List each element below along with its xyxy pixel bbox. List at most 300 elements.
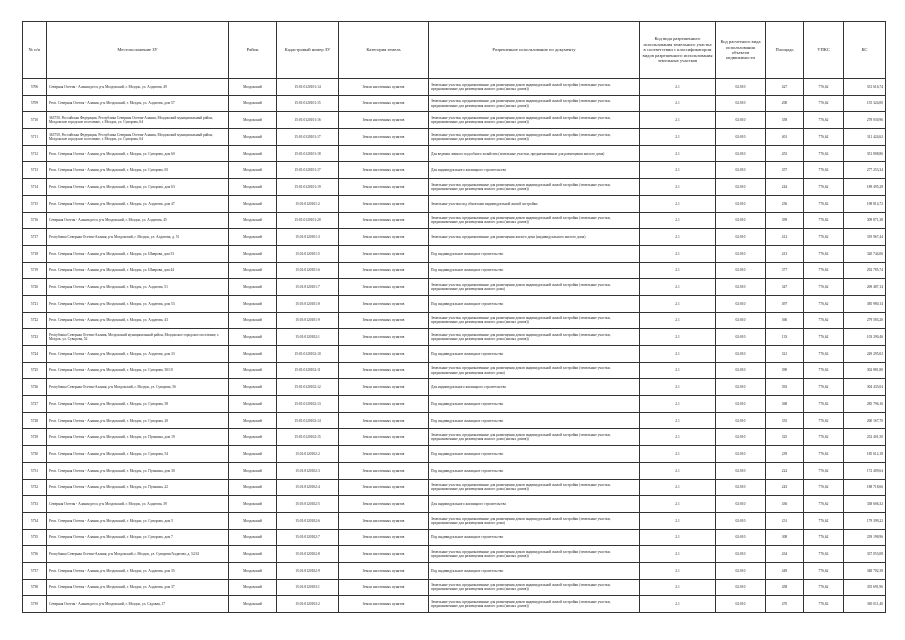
table-row: [23, 262, 886, 279]
cell-ks: 155 324,00: [844, 95, 886, 112]
col-header-ks: КС: [844, 22, 886, 79]
cell-district: Моздокский: [229, 529, 277, 546]
cell-cadastral-number: 15:01:0120103:1: [277, 579, 339, 596]
cell-calc-code: 02:010: [716, 295, 766, 312]
cell-cadastral-number: 15:01:0120101:2: [277, 195, 339, 212]
cell-number: 5712: [23, 145, 47, 162]
parcel-table: [22, 21, 886, 613]
table-row: [23, 295, 886, 312]
cell-district: Моздокский: [229, 412, 277, 429]
cell-number: 5713: [23, 162, 47, 179]
cell-land-category: Земли населенных пунктов: [339, 379, 429, 396]
cell-area: 357: [766, 162, 804, 179]
cell-location: Респ. Северная Осетия - Алания, р-н Моздокский, г. Моздок, ул. Суворова, 58: [47, 396, 229, 413]
cell-number: 5725: [23, 362, 47, 379]
cell-ks: 239 198,96: [844, 529, 886, 546]
cell-use-code: 2.1: [640, 379, 716, 396]
table-row: [23, 562, 886, 579]
cell-number: 5734: [23, 512, 47, 529]
cell-upks: 776,62: [804, 312, 844, 329]
table-row: [23, 212, 886, 229]
table-row: [23, 179, 886, 196]
cell-district: Моздокский: [229, 546, 277, 563]
cell-location: Респ. Северная Осетия - Алания, р-н Моздокский, г. Моздок, ул. Алдатова, дом 53: [47, 295, 229, 312]
cell-land-category: Земли населенных пунктов: [339, 145, 429, 162]
cell-use-code: 2.1: [640, 295, 716, 312]
cell-district: Моздокский: [229, 179, 277, 196]
cell-calc-code: 02:010: [716, 546, 766, 563]
cell-area: 360: [766, 312, 804, 329]
col-header-calc-code: Код расчетного вида использования объектов недвижимости: [716, 22, 766, 79]
table-header-row: [23, 22, 886, 79]
cell-use-code: 2.1: [640, 446, 716, 463]
cell-number: 5737: [23, 562, 47, 579]
cell-area: 133: [766, 329, 804, 346]
cell-cadastral-number: 15:01:0120101:17: [277, 129, 339, 146]
cell-land-category: Земли населенных пунктов: [339, 496, 429, 513]
cell-number: 5728: [23, 412, 47, 429]
cell-upks: 776,62: [804, 145, 844, 162]
cell-upks: 776,62: [804, 362, 844, 379]
cell-district: Моздокский: [229, 362, 277, 379]
cell-cadastral-number: 15:01:0120101:9: [277, 312, 339, 329]
cell-area: 390: [766, 362, 804, 379]
cell-upks: 776,62: [804, 346, 844, 363]
cell-district: Моздокский: [229, 312, 277, 329]
cell-permitted-use: Для индивидуального жилищного строительства: [429, 379, 640, 396]
cell-location: Респ. Северная Осетия - Алания, р-н Моздокский, г. Моздок, ул. Алдатова, дом 37: [47, 579, 229, 596]
cell-location: Респ. Северная Осетия - Алания, р-н Моздокский, г. Моздок, ул. Алдатова, 43: [47, 312, 229, 329]
cell-calc-code: 02:010: [716, 212, 766, 229]
cell-permitted-use: Под индивидуальное жилищное строительство: [429, 412, 640, 429]
cell-cadastral-number: 15:01:0120101:18: [277, 145, 339, 162]
cell-location: Северная Осетия - Алания респ, р-н Моздокский, г. Моздок, ул. Алдатова, 49: [47, 79, 229, 96]
table-row: [23, 462, 886, 479]
cell-permitted-use: Земельные участки, предназначенные для размещения домов индивидуальной жилой застройки (земельные участки, предназначенные для размещения жилого дома (жилых домов)): [429, 129, 640, 146]
cell-upks: 776,62: [804, 295, 844, 312]
cell-upks: 776,62: [804, 279, 844, 296]
cell-calc-code: 02:010: [716, 95, 766, 112]
cell-ks: 252 401,50: [844, 429, 886, 446]
cell-land-category: Земли населенных пунктов: [339, 412, 429, 429]
cell-upks: 776,62: [804, 412, 844, 429]
cell-ks: 302 881,80: [844, 362, 886, 379]
col-header-cadastral-number: Кадастровый номер ЗУ: [277, 22, 339, 79]
table-row: [23, 129, 886, 146]
cell-cadastral-number: 15:01:0120102:2: [277, 446, 339, 463]
cell-use-code: 2.1: [640, 145, 716, 162]
cell-use-code: 2.1: [640, 95, 716, 112]
cell-area: 222: [766, 462, 804, 479]
cell-location: Респ. Северная Осетия - Алания, р-н Моздокский, г. Моздок, ул. Суворова, 50/10: [47, 362, 229, 379]
cell-use-code: 2.1: [640, 546, 716, 563]
table-row: [23, 446, 886, 463]
cell-upks: 776,62: [804, 245, 844, 262]
cell-number: 5716: [23, 212, 47, 229]
cell-permitted-use: Для индивидуального жилищного строительства: [429, 162, 640, 179]
cell-calc-code: 02:010: [716, 362, 766, 379]
cell-area: 458: [766, 579, 804, 596]
cell-location: Респ. Северная Осетия - Алания, р-н Моздокский, г. Моздок, ул. Алдатова, дом 47: [47, 195, 229, 212]
cell-cadastral-number: 15:01:0120101:20: [277, 212, 339, 229]
cell-number: 5717: [23, 229, 47, 246]
cell-number: 5729: [23, 429, 47, 446]
cell-district: Моздокский: [229, 479, 277, 496]
cell-land-category: Земли населенных пунктов: [339, 529, 429, 546]
cell-land-category: Земли населенных пунктов: [339, 546, 429, 563]
cell-number: 5706: [23, 79, 47, 96]
cell-district: Моздокский: [229, 446, 277, 463]
cell-ks: 285 796,16: [844, 396, 886, 413]
cell-land-category: Земли населенных пунктов: [339, 245, 429, 262]
table-row: [23, 145, 886, 162]
cell-upks: 776,62: [804, 179, 844, 196]
cell-upks: 776,62: [804, 379, 844, 396]
table-row: [23, 512, 886, 529]
cell-use-code: 2.1: [640, 129, 716, 146]
cell-ks: 338 606,32: [844, 496, 886, 513]
cell-area: 231: [766, 512, 804, 529]
cell-cadastral-number: 15:01:0120102:3: [277, 462, 339, 479]
cell-area: 427: [766, 79, 804, 96]
cell-permitted-use: Под индивидуальное жилищное строительство: [429, 462, 640, 479]
cell-land-category: Земли населенных пунктов: [339, 329, 429, 346]
cell-area: 413: [766, 245, 804, 262]
cell-number: 5711: [23, 129, 47, 146]
cell-use-code: 2.1: [640, 362, 716, 379]
cell-ks: 185 612,18: [844, 446, 886, 463]
cell-number: 5727: [23, 396, 47, 413]
col-header-permitted-use: Разрешенное использование по документу: [429, 22, 640, 79]
cell-upks: 776,62: [804, 529, 844, 546]
cell-area: 470: [766, 596, 804, 613]
cell-district: Моздокский: [229, 245, 277, 262]
cell-upks: 776,62: [804, 496, 844, 513]
cell-ks: 365 011,40: [844, 596, 886, 613]
cell-use-code: 2.1: [640, 579, 716, 596]
cell-land-category: Земли населенных пунктов: [339, 279, 429, 296]
cell-permitted-use: Земельные участки, предназначенные для размещения домов индивидуальной жилой застройки (земельные участки, предназначенные для размещения жилого дома (жилых домов)): [429, 546, 640, 563]
cell-upks: 776,62: [804, 195, 844, 212]
table-row: [23, 362, 886, 379]
cell-district: Моздокский: [229, 462, 277, 479]
cell-land-category: Земли населенных пунктов: [339, 212, 429, 229]
cell-cadastral-number: 15:01:0120101:8: [277, 295, 339, 312]
table-row: [23, 245, 886, 262]
cell-cadastral-number: 15:01:0120102:15: [277, 429, 339, 446]
cell-permitted-use: Под индивидуальное жилищное строительство: [429, 529, 640, 546]
cell-land-category: Земли населенных пунктов: [339, 229, 429, 246]
cell-district: Моздокский: [229, 496, 277, 513]
cell-area: 256: [766, 195, 804, 212]
cell-cadastral-number: 15:01:0120101:16: [277, 112, 339, 129]
cell-ks: 355 691,96: [844, 579, 886, 596]
cell-area: 401: [766, 129, 804, 146]
cell-area: 497: [766, 295, 804, 312]
cell-district: Моздокский: [229, 112, 277, 129]
cell-ks: 309 871,38: [844, 212, 886, 229]
cell-upks: 776,62: [804, 512, 844, 529]
cell-area: 239: [766, 446, 804, 463]
cell-ks: 385 980,14: [844, 295, 886, 312]
cell-calc-code: 02:010: [716, 145, 766, 162]
cell-calc-code: 02:010: [716, 79, 766, 96]
cell-number: 5735: [23, 529, 47, 546]
cell-cadastral-number: 15:01:0120102:14: [277, 412, 339, 429]
cell-cadastral-number: 15:01:0120101:14: [277, 79, 339, 96]
cell-number: 5719: [23, 262, 47, 279]
cell-permitted-use: Земельные участки, предназначенные для размещения домов индивидуальной жилой застройки (земельные участки, предназначенные для размещения жилого дома): [429, 512, 640, 529]
cell-permitted-use: Земельные участки под объектами индивидуальной жилой застройки: [429, 195, 640, 212]
cell-number: 5724: [23, 346, 47, 363]
cell-calc-code: 02:010: [716, 195, 766, 212]
cell-ks: 292 785,74: [844, 262, 886, 279]
cell-upks: 776,62: [804, 95, 844, 112]
cell-location: Респ. Северная Осетия - Алания, р-н Моздокский, г. Моздок, ул. Суворова, 65: [47, 162, 229, 179]
cell-ks: 337 053,08: [844, 546, 886, 563]
cell-area: 434: [766, 546, 804, 563]
cell-upks: 776,62: [804, 396, 844, 413]
cell-location: Респ. Северная Осетия - Алания, р-н Моздокский, г. Моздок, ул. Суворова, дом 7: [47, 529, 229, 546]
cell-location: Респ. Северная Осетия - Алания, р-н Моздокский, г. Моздок, ул. Пушкина, 22: [47, 479, 229, 496]
cell-upks: 776,62: [804, 429, 844, 446]
cell-permitted-use: Земельные участки, предназначенные для размещения домов индивидуальной жилой застройки (земельные участки, предназначенные для размещения жилого дома (жилых домов)): [429, 112, 640, 129]
cell-district: Моздокский: [229, 279, 277, 296]
cell-cadastral-number: 15:01:0120102:9: [277, 562, 339, 579]
table-row: [23, 529, 886, 546]
cell-calc-code: 02:010: [716, 596, 766, 613]
table-row: [23, 396, 886, 413]
cell-location: Северная Осетия - Алания респ, р-н Моздокский, г. Моздок, ул. Садовая, 17: [47, 596, 229, 613]
cell-calc-code: 02:010: [716, 279, 766, 296]
cell-area: 308: [766, 529, 804, 546]
cell-location: Респ. Северная Осетия - Алания, р-н Моздокский, г. Моздок, ул. Пушкина, дом 19: [47, 429, 229, 446]
cell-land-category: Земли населенных пунктов: [339, 596, 429, 613]
cell-upks: 776,62: [804, 262, 844, 279]
cell-permitted-use: Под индивидуальное жилищное строительство: [429, 346, 640, 363]
cell-land-category: Земли населенных пунктов: [339, 79, 429, 96]
cell-calc-code: 02:010: [716, 129, 766, 146]
cell-cadastral-number: 15:01:0120101:5: [277, 245, 339, 262]
cell-ks: 188 718,66: [844, 479, 886, 496]
cell-location: Респ. Северная Осетия - Алания, р-н Моздокский, г. Моздок, ул. Алдатова, дом 35: [47, 562, 229, 579]
cell-district: Моздокский: [229, 379, 277, 396]
cell-upks: 776,62: [804, 546, 844, 563]
cell-use-code: 2.1: [640, 529, 716, 546]
cell-use-code: 2.1: [640, 179, 716, 196]
cell-area: 436: [766, 496, 804, 513]
cell-ks: 260 167,70: [844, 412, 886, 429]
cell-calc-code: 02:010: [716, 412, 766, 429]
cell-ks: 277 253,34: [844, 162, 886, 179]
cell-land-category: Земли населенных пунктов: [339, 162, 429, 179]
cell-cadastral-number: 15:01:0120102:8: [277, 546, 339, 563]
cell-use-code: 2.1: [640, 496, 716, 513]
cell-district: Моздокский: [229, 95, 277, 112]
cell-use-code: 2.1: [640, 429, 716, 446]
cell-district: Моздокский: [229, 429, 277, 446]
cell-calc-code: 02:010: [716, 379, 766, 396]
cell-ks: 269 487,14: [844, 279, 886, 296]
cell-land-category: Земли населенных пунктов: [339, 295, 429, 312]
cell-calc-code: 02:010: [716, 162, 766, 179]
cell-number: 5715: [23, 195, 47, 212]
cell-cadastral-number: 15:01:0120103:2: [277, 596, 339, 613]
cell-location: Северная Осетия - Алания респ, р-н Моздокский, г. Моздок, ул. Алдатова, 45: [47, 212, 229, 229]
cell-calc-code: 02:010: [716, 529, 766, 546]
table-row: [23, 579, 886, 596]
cell-cadastral-number: 15:01:0120102:5: [277, 496, 339, 513]
table-row: [23, 479, 886, 496]
cell-upks: 776,62: [804, 129, 844, 146]
cell-use-code: 2.1: [640, 262, 716, 279]
cell-use-code: 2.1: [640, 229, 716, 246]
cell-calc-code: 02:010: [716, 562, 766, 579]
document-page: [22, 21, 885, 613]
cell-location: Респ. Северная Осетия - Алания, р-н Моздокский, г. Моздок, ул. Алдатова, дом 57: [47, 95, 229, 112]
cell-calc-code: 02:010: [716, 396, 766, 413]
cell-use-code: 2.1: [640, 195, 716, 212]
cell-calc-code: 02:010: [716, 245, 766, 262]
cell-use-code: 2.1: [640, 346, 716, 363]
cell-number: 5736: [23, 546, 47, 563]
cell-permitted-use: Земельные участки, предназначенные для размещения домов индивидуальной жилой застройки (земельные участки, предназначенные для размещения жилого дома (жилых домов)): [429, 95, 640, 112]
cell-location: Респ. Северная Осетия - Алания, р-н Моздокский, г. Моздок, ул. Алдатова, дом 33: [47, 346, 229, 363]
cell-permitted-use: Земельные участки, предназначенные для размещения домов индивидуальной жилой застройки (земельные участки, предназначенные для размещения жилого дома (жилых домов)): [429, 79, 640, 96]
table-row: [23, 112, 886, 129]
cell-location: Северная Осетия - Алания респ, р-н Моздокский, г. Моздок, ул. Алдатова, 39: [47, 496, 229, 513]
cell-calc-code: 02:010: [716, 496, 766, 513]
cell-district: Моздокский: [229, 346, 277, 363]
cell-district: Моздокский: [229, 229, 277, 246]
cell-permitted-use: Под индивидуальное жилищное строительство: [429, 295, 640, 312]
cell-district: Моздокский: [229, 579, 277, 596]
cell-use-code: 2.1: [640, 462, 716, 479]
cell-number: 5710: [23, 112, 47, 129]
table-row: [23, 379, 886, 396]
cell-permitted-use: Под индивидуальное жилищное строительство: [429, 245, 640, 262]
cell-district: Моздокский: [229, 329, 277, 346]
cell-location: Республика Северная Осетия-Алания, р-н Моздокский, г. Моздок, ул. Суворова, 56: [47, 379, 229, 396]
cell-land-category: Земли населенных пунктов: [339, 262, 429, 279]
cell-land-category: Земли населенных пунктов: [339, 362, 429, 379]
cell-area: 399: [766, 212, 804, 229]
cell-area: 449: [766, 562, 804, 579]
cell-cadastral-number: 15:01:0120102:13: [277, 396, 339, 413]
cell-number: 5720: [23, 279, 47, 296]
cell-cadastral-number: 15:01:0120101:7: [277, 279, 339, 296]
cell-area: 200: [766, 95, 804, 112]
cell-permitted-use: Под индивидуальное жилищное строительство: [429, 446, 640, 463]
table-row: [23, 346, 886, 363]
cell-use-code: 2.1: [640, 562, 716, 579]
cell-use-code: 2.1: [640, 162, 716, 179]
cell-permitted-use: Земельные участки, предназначенные для размещения домов индивидуальной жилой застройки (земельные участки, предназначенные для размещения жилого дома (жилых домов)): [429, 179, 640, 196]
cell-location: Респ. Северная Осетия - Алания, р-н Моздокский, г. Моздок, ул. Суворова, 20: [47, 412, 229, 429]
cell-upks: 776,62: [804, 229, 844, 246]
cell-number: 5723: [23, 329, 47, 346]
col-header-number: № п/п: [23, 22, 47, 79]
cell-number: 5714: [23, 179, 47, 196]
cell-district: Моздокский: [229, 396, 277, 413]
cell-land-category: Земли населенных пунктов: [339, 346, 429, 363]
cell-number: 5726: [23, 379, 47, 396]
cell-district: Моздокский: [229, 562, 277, 579]
cell-location: Респ. Северная Осетия - Алания, р-н Моздокский, г. Моздок, ул. Шаврова, дом 44: [47, 262, 229, 279]
cell-cadastral-number: 15:01:0120102:10: [277, 346, 339, 363]
cell-upks: 776,62: [804, 212, 844, 229]
cell-location: Респ. Северная Осетия - Алания, р-н Моздокский, г. Моздок, ул. Суворова, дом 5: [47, 512, 229, 529]
cell-district: Моздокский: [229, 596, 277, 613]
cell-area: 358: [766, 112, 804, 129]
cell-use-code: 2.1: [640, 312, 716, 329]
cell-use-code: 2.1: [640, 79, 716, 96]
cell-area: 243: [766, 479, 804, 496]
cell-number: 5722: [23, 312, 47, 329]
cell-area: 377: [766, 262, 804, 279]
cell-upks: 776,62: [804, 562, 844, 579]
cell-land-category: Земли населенных пунктов: [339, 312, 429, 329]
cell-land-category: Земли населенных пунктов: [339, 512, 429, 529]
cell-land-category: Земли населенных пунктов: [339, 562, 429, 579]
cell-land-category: Земли населенных пунктов: [339, 479, 429, 496]
cell-permitted-use: Под индивидуальное жилищное строительство: [429, 396, 640, 413]
cell-land-category: Земли населенных пунктов: [339, 129, 429, 146]
cell-permitted-use: Под индивидуальное жилищное строительство: [429, 562, 640, 579]
cell-permitted-use: Земельные участки, предназначенные для размещения жилого дома (индивидуального жилого дома): [429, 229, 640, 246]
col-header-area: Площадь: [766, 22, 804, 79]
table-row: [23, 229, 886, 246]
cell-use-code: 2.1: [640, 245, 716, 262]
table-row: [23, 596, 886, 613]
cell-cadastral-number: 15:01:0120102:6: [277, 512, 339, 529]
cell-cadastral-number: 15:01:0120101:19: [277, 179, 339, 196]
cell-land-category: Земли населенных пунктов: [339, 462, 429, 479]
cell-calc-code: 02:010: [716, 179, 766, 196]
cell-number: 5731: [23, 462, 47, 479]
cell-location: 363750, Российская Федерация, Республика Северная Осетия-Алания, Моздокский муниципальный район, Моздокское городское поселение, г. Моздок, ул. Суворова, 64: [47, 112, 229, 129]
cell-district: Моздокский: [229, 212, 277, 229]
cell-district: Моздокский: [229, 162, 277, 179]
cell-ks: 304 435,04: [844, 379, 886, 396]
cell-land-category: Земли населенных пунктов: [339, 446, 429, 463]
cell-ks: 189 495,28: [844, 179, 886, 196]
cell-use-code: 2.1: [640, 412, 716, 429]
cell-upks: 776,62: [804, 579, 844, 596]
table-row: [23, 546, 886, 563]
cell-location: Респ. Северная Осетия - Алания, р-н Моздокский, г. Моздок, ул. Пушкина, дом 30: [47, 462, 229, 479]
cell-permitted-use: Земельные участки, предназначенные для размещения домов индивидуальной жилой застройки (земельные участки, предназначенные для размещения жилого дома (жилых домов)): [429, 312, 640, 329]
cell-upks: 776,62: [804, 329, 844, 346]
col-header-district: Район: [229, 22, 277, 79]
cell-district: Моздокский: [229, 145, 277, 162]
cell-area: 412: [766, 229, 804, 246]
cell-use-code: 2.1: [640, 396, 716, 413]
table-row: [23, 329, 886, 346]
cell-land-category: Земли населенных пунктов: [339, 195, 429, 212]
cell-upks: 776,62: [804, 596, 844, 613]
cell-permitted-use: Земельные участки, предназначенные для размещения домов индивидуальной жилой застройки (земельные участки, предназначенные для размещения жилого дома (жилых домов)): [429, 579, 640, 596]
cell-land-category: Земли населенных пунктов: [339, 179, 429, 196]
cell-number: 5709: [23, 95, 47, 112]
cell-location: Респ. Северная Осетия - Алания, р-н Моздокский, г. Моздок, ул. Шаврова, дом 53: [47, 245, 229, 262]
cell-calc-code: 02:010: [716, 229, 766, 246]
cell-ks: 279 583,20: [844, 312, 886, 329]
cell-calc-code: 02:010: [716, 112, 766, 129]
cell-calc-code: 02:010: [716, 446, 766, 463]
table-row: [23, 412, 886, 429]
cell-permitted-use: Земельные участки, предназначенные для размещения домов индивидуальной жилой застройки (земельные участки, предназначенные для размещения жилого дома): [429, 362, 640, 379]
